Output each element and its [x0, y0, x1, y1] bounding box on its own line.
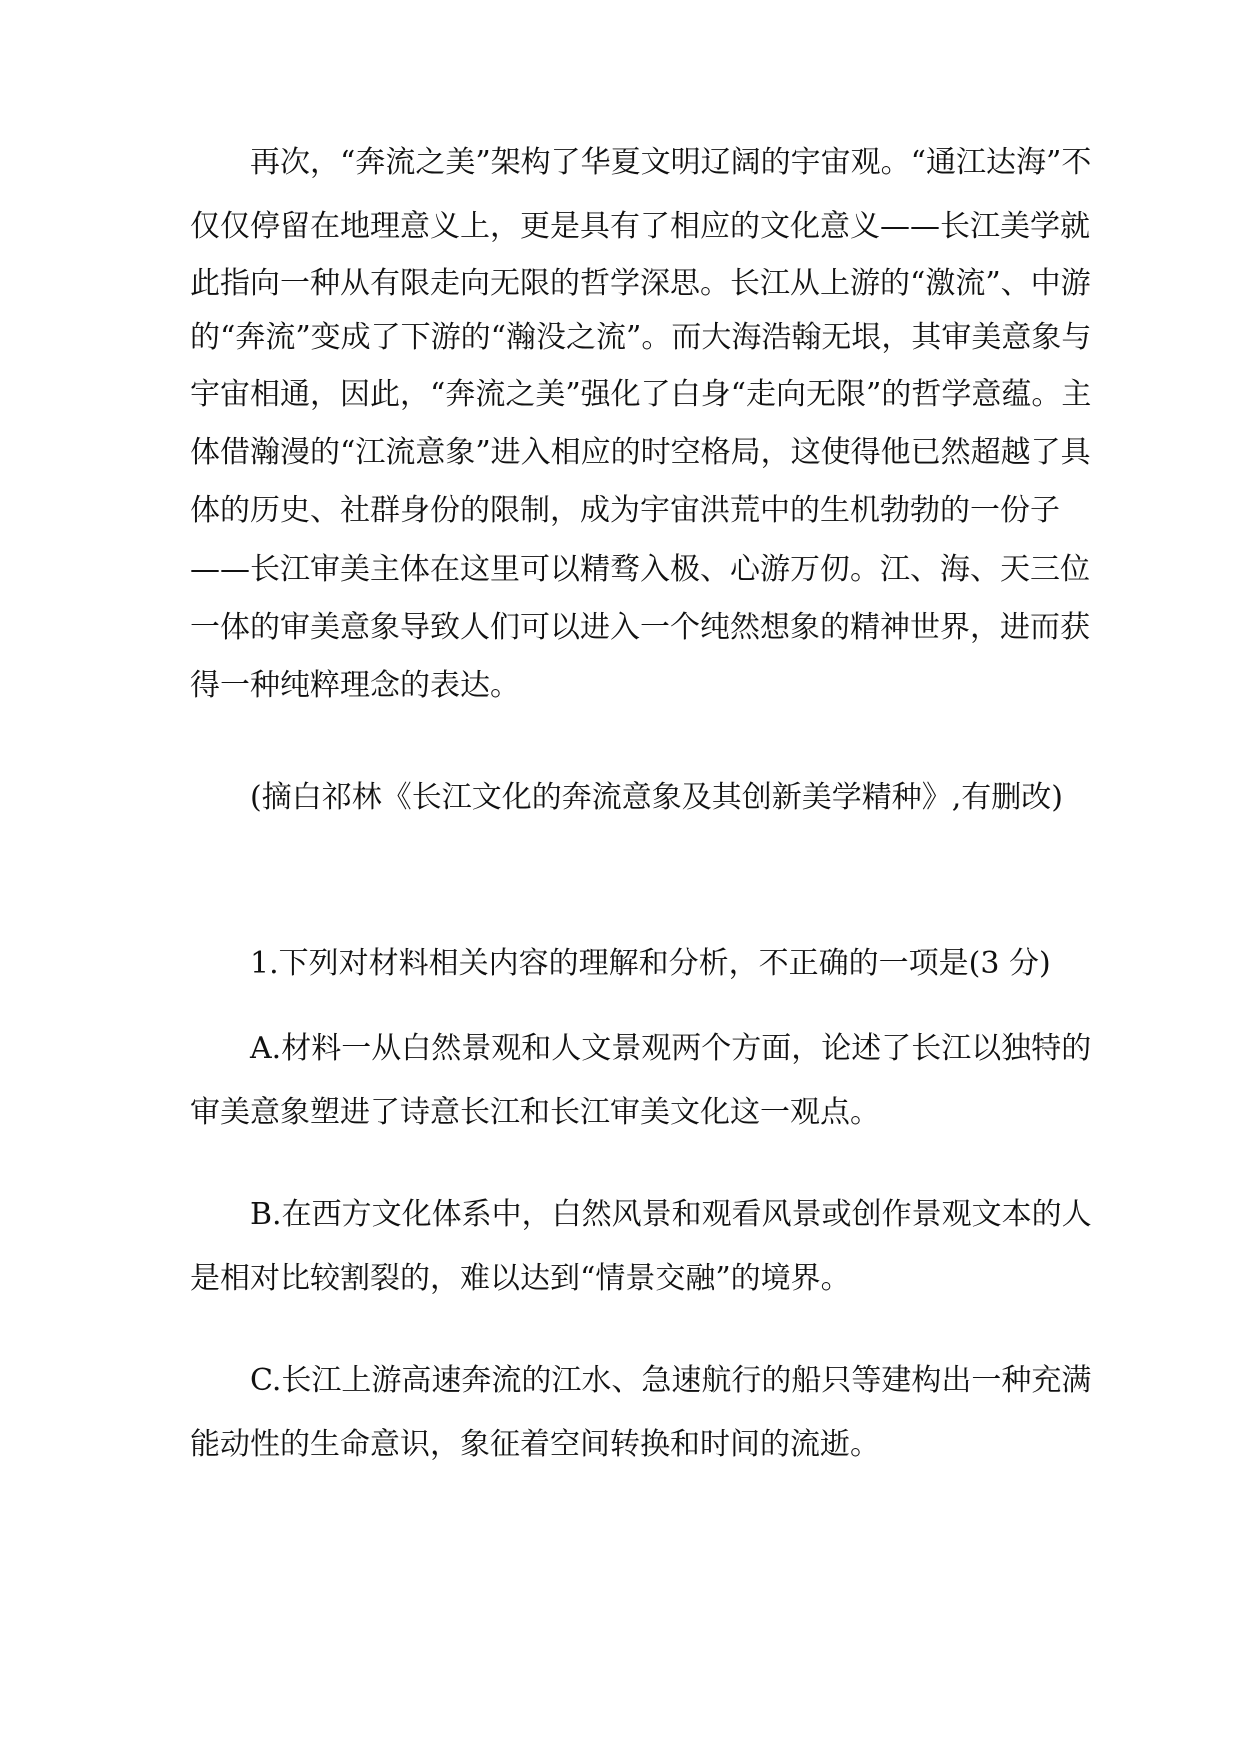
option-c-line2: 能动性的生命意识，象征着空间转换和时间的流逝。 [190, 1427, 880, 1462]
passage-line: 体的历史、社群身份的限制，成为宇宙洪荒中的生机勃勃的一份子 [190, 493, 1060, 528]
option-c [190, 1361, 1092, 1465]
passage-line: ——长江审美主体在这里可以精骛入极、心游万仞。江、海、天三位 [190, 552, 1090, 587]
passage-line: 宇宙相通，因此，“奔流之美”强化了白身“走向无限”的哲学意蕴。主 [190, 377, 1092, 412]
option-b [190, 1195, 1092, 1299]
passage-line: 的“奔流”变成了下游的“瀚没之流”。而大海浩翰无垠，其审美意象与 [190, 320, 1092, 355]
passage-line: 体借瀚漫的“江流意象”进入相应的时空格局，这使得他已然超越了具 [190, 435, 1091, 470]
option-a-line1: A.材料一从白然景观和人文景观两个方面，论述了长江以独特的 [250, 1031, 1092, 1066]
option-b-line1: B.在西方文化体系中，白然风景和观看风景或创作景观文本的人 [250, 1197, 1092, 1232]
source-citation: (摘白祁林《长江文化的奔流意象及其创新美学精种》,有删改) [250, 780, 1063, 815]
passage-line: 仅仅停留在地理意义上，更是具有了相应的文化意义——长江美学就 [190, 209, 1090, 244]
option-a [190, 1029, 1092, 1133]
passage-line: 一体的审美意象导致人们可以进入一个纯然想象的精神世界，进而获 [190, 610, 1090, 645]
option-b-line2: 是相对比较割裂的，难以达到“情景交融”的境界。 [190, 1261, 851, 1296]
passage-line: 得一种纯粹理念的表达。 [190, 668, 520, 703]
passage-line: 此指向一种从有限走向无限的哲学深思。长江从上游的“激流”、中游 [190, 266, 1091, 301]
option-c-line1: C.长江上游高速奔流的江水、急速航行的船只等建构出一种充满 [250, 1363, 1092, 1398]
option-a-line2: 审美意象塑进了诗意长江和长江审美文化这一观点。 [190, 1095, 880, 1130]
passage-line: 再次，“奔流之美”架构了华夏文明辽阔的宇宙观。“通江达海”不 [250, 145, 1092, 180]
question-stem: 1.下列对材料相关内容的理解和分析，不正确的一项是(3 分) [250, 946, 1051, 981]
